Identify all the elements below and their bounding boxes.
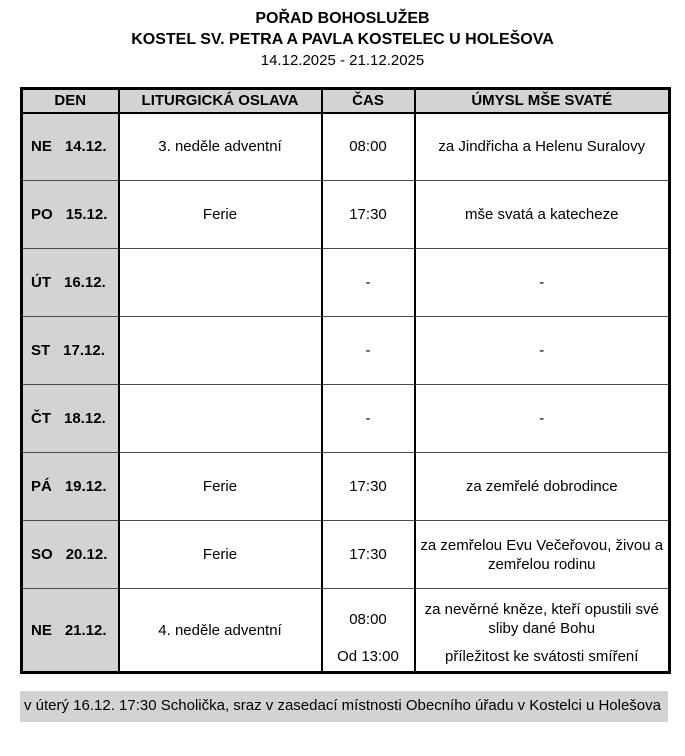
day-cell bbox=[22, 181, 119, 249]
time-cell: 17:30 bbox=[322, 453, 415, 521]
day-date: 20.12. bbox=[65, 546, 108, 563]
time-cell: - bbox=[322, 317, 415, 385]
celebration-cell bbox=[119, 385, 322, 453]
day-abbreviation: NE bbox=[31, 621, 52, 639]
time-cell: 17:30 bbox=[322, 181, 415, 249]
intention-cell: za Jindřicha a Helenu Suralovy bbox=[415, 113, 670, 181]
table-row bbox=[22, 249, 670, 317]
time-secondary: Od 13:00 bbox=[337, 648, 399, 665]
intention-cell bbox=[415, 589, 670, 673]
col-header-day: DEN bbox=[22, 89, 119, 113]
intention-primary: za nevěrné kněze, kteří opustili své sliby dané Bohu bbox=[424, 601, 659, 637]
table-row bbox=[22, 589, 670, 673]
intention-cell: za zemřelé dobrodince bbox=[415, 453, 670, 521]
day-date: 16.12. bbox=[64, 274, 106, 291]
celebration-cell bbox=[119, 317, 322, 385]
day-abbreviation: ST bbox=[31, 342, 51, 359]
col-header-intention: ÚMYSL MŠE SVATÉ bbox=[415, 89, 670, 113]
day-cell bbox=[22, 113, 119, 181]
day-abbreviation: PÁ bbox=[31, 478, 52, 495]
day-cell bbox=[22, 589, 119, 673]
celebration-cell: 3. neděle adventní bbox=[119, 113, 322, 181]
day-cell bbox=[22, 385, 119, 453]
table-header-row bbox=[22, 89, 670, 113]
day-abbreviation: PO bbox=[31, 206, 53, 223]
document-title: POŘAD BOHOSLUŽEB bbox=[255, 10, 430, 27]
intention-cell: mše svatá a katecheze bbox=[415, 181, 670, 249]
time-cell: 17:30 bbox=[322, 521, 415, 589]
day-date: 18.12. bbox=[64, 410, 106, 427]
footer-note: v úterý 16.12. 17:30 Scholička, sraz v zasedací místnosti Obecního úřadu v Kostelci u Holešova bbox=[20, 691, 668, 722]
celebration-cell: Ferie bbox=[119, 521, 322, 589]
col-header-time: ČAS bbox=[322, 89, 415, 113]
day-date: 15.12. bbox=[65, 206, 108, 223]
document-subtitle: KOSTEL SV. PETRA A PAVLA KOSTELEC U HOLEŠOVA bbox=[131, 31, 554, 48]
day-date: 14.12. bbox=[64, 138, 107, 156]
celebration-cell bbox=[119, 249, 322, 317]
day-date: 17.12. bbox=[63, 342, 105, 359]
table-row bbox=[22, 113, 670, 181]
celebration-cell: Ferie bbox=[119, 181, 322, 249]
day-abbreviation: SO bbox=[31, 546, 53, 563]
intention-cell: - bbox=[415, 317, 670, 385]
day-cell bbox=[22, 317, 119, 385]
table-row bbox=[22, 385, 670, 453]
day-abbreviation: ÚT bbox=[31, 274, 51, 291]
celebration-cell: Ferie bbox=[119, 453, 322, 521]
day-date: 19.12. bbox=[64, 478, 107, 495]
col-header-celebration: LITURGICKÁ OSLAVA bbox=[119, 89, 322, 113]
intention-cell: za zemřelou Evu Večeřovou, živou a zemřelou rodinu bbox=[415, 521, 670, 589]
table-row bbox=[22, 181, 670, 249]
time-stack bbox=[323, 589, 414, 671]
celebration-cell: 4. neděle adventní bbox=[119, 589, 322, 673]
date-range: 14.12.2025 - 21.12.2025 bbox=[260, 52, 425, 69]
intention-cell: - bbox=[415, 249, 670, 317]
table-row bbox=[22, 453, 670, 521]
day-cell bbox=[22, 453, 119, 521]
time-cell: 08:00 bbox=[322, 113, 415, 181]
day-cell bbox=[22, 521, 119, 589]
intention-cell: - bbox=[415, 385, 670, 453]
document-header bbox=[0, 0, 685, 72]
time-cell: - bbox=[322, 385, 415, 453]
time-cell: - bbox=[322, 249, 415, 317]
day-cell bbox=[22, 249, 119, 317]
table-row bbox=[22, 317, 670, 385]
day-abbreviation: NE bbox=[31, 138, 52, 156]
day-date: 21.12. bbox=[64, 621, 107, 639]
time-cell bbox=[322, 589, 415, 673]
schedule-table bbox=[20, 87, 671, 674]
intention-stack bbox=[416, 589, 669, 671]
time-primary: 08:00 bbox=[349, 610, 387, 628]
day-abbreviation: ČT bbox=[31, 410, 51, 427]
intention-secondary: příležitost ke svátosti smíření bbox=[445, 648, 639, 665]
table-row bbox=[22, 521, 670, 589]
